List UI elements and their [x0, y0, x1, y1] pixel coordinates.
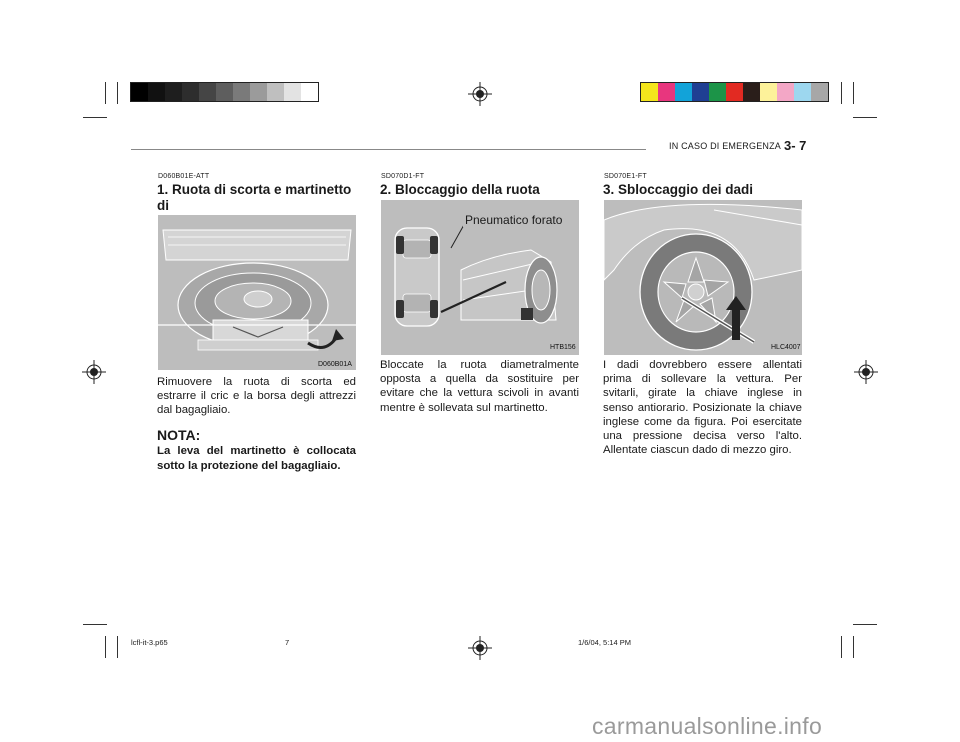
gray-swatch	[182, 83, 199, 101]
crop-mark	[83, 624, 107, 625]
gray-swatch	[148, 83, 165, 101]
registration-target-icon	[82, 360, 106, 384]
section-heading: Sbloccaggio dei dadi	[618, 182, 754, 197]
gray-swatch	[131, 83, 148, 101]
spare-wheel-illustration	[158, 215, 356, 370]
gray-swatch	[301, 83, 318, 101]
crop-mark	[83, 117, 107, 118]
watermark: carmanualsonline.info	[592, 713, 823, 739]
crop-mark	[117, 82, 118, 104]
gray-swatch	[233, 83, 250, 101]
figure-callout-label: Pneumatico forato	[465, 213, 563, 227]
wheel-nut-figure	[604, 200, 802, 355]
gray-swatch	[199, 83, 216, 101]
grayscale-registration-bar	[130, 82, 319, 102]
color-swatch	[658, 83, 675, 101]
color-registration-bar	[640, 82, 829, 102]
crop-mark	[105, 636, 106, 658]
crop-mark	[105, 82, 106, 104]
gray-swatch	[216, 83, 233, 101]
gray-swatch	[284, 83, 301, 101]
color-swatch	[726, 83, 743, 101]
color-swatch	[675, 83, 692, 101]
header-rule	[131, 149, 646, 150]
footer-page: 7	[285, 638, 290, 647]
registration-target-icon	[468, 82, 492, 106]
figure-code: D060B01A	[318, 361, 352, 368]
section-number: 3.	[603, 182, 615, 197]
section-title-2	[380, 182, 585, 198]
page-number: 3- 7	[784, 138, 807, 153]
registration-target-icon	[854, 360, 878, 384]
section-title-3	[603, 182, 808, 198]
figure-code: HTB156	[550, 344, 576, 351]
crop-mark	[853, 117, 877, 118]
section-code: D060B01E-ATT	[158, 173, 210, 180]
color-swatch	[777, 83, 794, 101]
color-swatch	[794, 83, 811, 101]
gray-swatch	[267, 83, 284, 101]
note-heading: NOTA:	[157, 427, 201, 443]
body-text: I dadi dovrebbero essere allentati prima di sollevare la vettura. Per svitarli, girate la chiave inglese in senso antiorario. Posizionate la chiave inglese come da figura. Poi esercitate una pressione decisa verso l'alto. Allentate ciascun dado di mezzo giro.	[603, 359, 802, 457]
section-code: SD070E1-FT	[604, 173, 647, 180]
section-number: 2.	[380, 182, 392, 197]
crop-mark	[841, 636, 842, 658]
footer-filename: lcfl-it-3.p65	[131, 638, 168, 647]
section-heading: Bloccaggio della ruota	[395, 182, 540, 197]
gray-swatch	[250, 83, 267, 101]
figure-code: HLC4007	[771, 344, 801, 351]
crop-mark	[853, 82, 854, 104]
color-swatch	[811, 83, 828, 101]
footer-date: 1/6/04, 5:14 PM	[578, 638, 631, 647]
note-text: La leva del martinetto è collocata sotto la protezione del bagagliaio.	[157, 445, 356, 472]
color-swatch	[743, 83, 760, 101]
color-swatch	[692, 83, 709, 101]
registration-target-icon	[468, 636, 492, 660]
section-title: IN CASO DI EMERGENZA	[669, 141, 782, 151]
section-code: SD070D1-FT	[381, 173, 425, 180]
crop-mark	[853, 636, 854, 658]
color-swatch	[641, 83, 658, 101]
section-heading-line1: Ruota di scorta e martinetto di	[157, 182, 352, 213]
body-text: Rimuovere la ruota di scorta ed estrarre il cric e la borsa degli attrezzi dal bagagliaio.	[157, 376, 356, 417]
wheel-nut-illustration	[604, 200, 802, 355]
color-swatch	[760, 83, 777, 101]
section-number: 1.	[157, 182, 169, 197]
crop-mark	[117, 636, 118, 658]
crop-mark	[853, 624, 877, 625]
gray-swatch	[165, 83, 182, 101]
body-text: Bloccate la ruota diametralmente opposta a quella da sostituire per evitare che la vettura scivoli in avanti mentre è sollevata sul martinetto.	[380, 359, 579, 414]
spare-wheel-figure	[158, 215, 356, 370]
color-swatch	[709, 83, 726, 101]
crop-mark	[841, 82, 842, 104]
